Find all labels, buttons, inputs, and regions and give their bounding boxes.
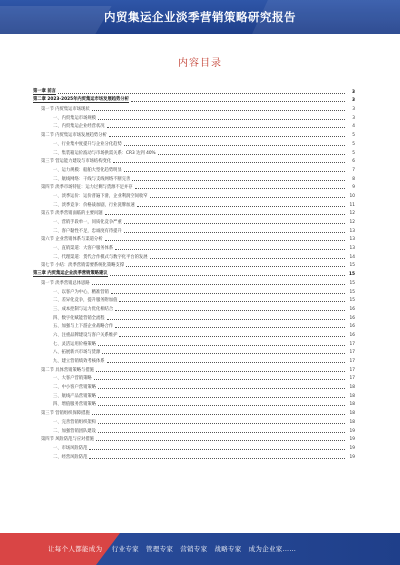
- toc-entry-page: 16: [349, 332, 355, 338]
- toc-entry[interactable]: [33, 268, 355, 277]
- toc-entry-label: 二、航线网络：干线与支线网络不断完善: [53, 176, 131, 182]
- toc-entry-label: 六、注重品牌建设与客户关系维护: [53, 332, 118, 338]
- dot-leader: [119, 335, 345, 337]
- toc-entry[interactable]: [33, 303, 355, 312]
- toc-entry-label: 第二节 具体营销策略与措施: [41, 367, 94, 373]
- footer-role: 战略专家: [214, 545, 242, 553]
- toc-entry[interactable]: [33, 373, 355, 382]
- toc-entry-page: 19: [349, 454, 355, 460]
- toc-entry-label: 一、市场风险防范: [53, 445, 88, 451]
- dot-leader: [115, 326, 345, 328]
- toc-entry-page: 15: [349, 272, 355, 278]
- dot-leader: [92, 109, 345, 111]
- toc-entry-label: 二、经营风险防范: [53, 454, 88, 460]
- toc-entry[interactable]: [33, 103, 355, 112]
- toc-entry[interactable]: [33, 347, 355, 356]
- toc-entry-page: 5: [352, 141, 355, 147]
- toc-entry-label: 二、代理渠道：货代合作模式与数字化平台的发展: [53, 254, 148, 260]
- toc-entry[interactable]: [33, 295, 355, 304]
- toc-entry-label: 二、加强营销团队建设: [53, 428, 96, 434]
- footer-slogan: [48, 544, 296, 553]
- toc-entry-label: 第一节 淡季营销总体思路: [41, 280, 90, 286]
- toc-entry-page: 17: [349, 350, 355, 356]
- dot-leader: [126, 265, 345, 267]
- toc-entry-label: 一、内贸集运市场规模: [53, 115, 96, 121]
- toc-entry-label: 九、建立营销绩效考核体系: [53, 359, 105, 364]
- toc-entry-page: 11: [349, 202, 355, 208]
- toc-entry-label: 二、中小客户营销策略: [53, 385, 96, 391]
- toc-entry-page: 17: [349, 376, 355, 382]
- toc-entry-page: 17: [349, 367, 355, 373]
- toc-entry[interactable]: [33, 399, 355, 408]
- footer-role: 营销专家: [180, 545, 208, 553]
- dot-leader: [150, 257, 345, 259]
- dot-leader: [137, 205, 345, 207]
- toc-entry[interactable]: [33, 416, 355, 425]
- toc-entry[interactable]: [33, 434, 355, 443]
- dot-leader: [92, 283, 345, 285]
- toc-entry[interactable]: [33, 338, 355, 347]
- toc-entry-label: 一、淡季运价：运价普遍下滑，企业利润空间收窄: [53, 193, 148, 199]
- toc-entry-page: 3: [352, 98, 355, 104]
- toc-entry-label: 一、完善营销组织架构: [53, 419, 96, 425]
- dot-leader: [115, 248, 345, 250]
- dot-leader: [109, 135, 345, 137]
- toc-entry-label: 五、加强与上下游企业战略合作: [53, 324, 114, 330]
- toc-entry[interactable]: [33, 277, 355, 286]
- dot-leader: [150, 196, 345, 198]
- toc-entry-label: 二、差异化竞争，提升服务附加值: [53, 298, 118, 304]
- toc-entry-page: 13: [349, 237, 355, 243]
- toc-entry[interactable]: [33, 286, 355, 295]
- toc-entry[interactable]: [33, 260, 355, 269]
- dot-leader: [98, 422, 345, 424]
- toc-entry-page: 12: [349, 211, 355, 217]
- report-title: 内贸集运企业淡季营销策略研究报告: [104, 10, 296, 24]
- toc-entry[interactable]: [33, 138, 355, 147]
- toc-entry[interactable]: [33, 355, 355, 364]
- footer-banner: [0, 533, 400, 565]
- toc-entry-label: 第三节 营运能力建设与市场结构变化: [41, 159, 112, 165]
- dot-leader: [131, 100, 345, 102]
- toc-entry-page: 4: [352, 124, 355, 130]
- dot-leader: [135, 187, 345, 189]
- toc-entry-page: 16: [349, 306, 355, 312]
- toc-entry-label: 三、成本控制与运力优化相结合: [53, 306, 114, 312]
- toc-entry-label: 一、大客户营销策略: [53, 376, 92, 382]
- toc-entry[interactable]: [33, 225, 355, 234]
- dot-leader: [58, 92, 345, 94]
- toc-entry-page: 16: [349, 324, 355, 330]
- toc-entry[interactable]: [33, 364, 355, 373]
- dot-leader: [124, 144, 345, 146]
- toc-entry-label: 第四节 淡季市场特征：运力过剩与货源不足并存: [41, 185, 133, 191]
- toc-entry[interactable]: [33, 425, 355, 434]
- toc-entry-page: 18: [349, 385, 355, 391]
- toc-entry[interactable]: [33, 112, 355, 121]
- toc-entry-page: 15: [349, 289, 355, 295]
- toc-entry[interactable]: [33, 390, 355, 399]
- dot-leader: [107, 318, 345, 320]
- toc-entry-page: 18: [349, 402, 355, 408]
- dot-leader: [124, 222, 345, 224]
- toc-entry-page: 9: [352, 185, 355, 191]
- toc-entry[interactable]: [33, 251, 355, 260]
- dot-leader: [98, 387, 345, 389]
- toc-entry-label: 一、运力规模：船舶大型化趋势明显: [53, 167, 122, 173]
- toc-entry-page: 7: [352, 167, 355, 173]
- toc-entry-label: 四、增值服务营销策略: [53, 402, 96, 408]
- dot-leader: [102, 352, 345, 354]
- toc-entry-label: 第一章 前言: [33, 88, 56, 94]
- dot-leader: [98, 396, 345, 398]
- toc-entry-label: 第七节 小结：淡季营销需要系统化策略支撑: [41, 263, 125, 269]
- toc-entry-page: 5: [352, 150, 355, 156]
- toc-entry[interactable]: [33, 208, 355, 217]
- toc-entry-label: 八、拓展新兴市场与货源: [53, 350, 101, 356]
- footer-role: 行业专家: [111, 545, 139, 553]
- dot-leader: [158, 153, 345, 155]
- toc-entry[interactable]: [33, 381, 355, 390]
- dot-leader: [98, 404, 345, 406]
- toc-title: 内容目录: [178, 58, 222, 69]
- dot-leader: [96, 439, 345, 441]
- toc-entry[interactable]: [33, 312, 355, 321]
- toc-entry-page: 3: [352, 89, 355, 95]
- toc-entry-page: 13: [349, 228, 355, 234]
- dot-leader: [111, 292, 345, 294]
- toc-entry[interactable]: [33, 86, 355, 95]
- toc-entry-label: 第二章 2023-2025年内贸集运市场发展趋势分析: [33, 97, 129, 103]
- toc-entry-page: 16: [349, 315, 355, 321]
- toc-entry[interactable]: [33, 95, 355, 104]
- toc-entry-label: 三、航线产品营销策略: [53, 393, 96, 399]
- toc-entry[interactable]: [33, 129, 355, 138]
- toc-entry-page: 5: [352, 133, 355, 139]
- toc-entry-page: 3: [352, 115, 355, 121]
- table-of-contents: [33, 86, 355, 460]
- toc-entry-label: 第一节 内贸集运市场现状: [41, 107, 90, 113]
- toc-entry-page: 17: [349, 341, 355, 347]
- toc-entry-page: 19: [349, 428, 355, 434]
- toc-entry-page: 19: [349, 445, 355, 451]
- toc-entry-label: 第三节 营销组织保障措施: [41, 411, 90, 417]
- toc-entry-page: 8: [352, 176, 355, 182]
- toc-entry-label: 第五节 淡季营销面临的主要问题: [41, 211, 103, 217]
- dot-leader: [92, 413, 345, 415]
- toc-entry-label: 一、以客户为中心，精准营销: [53, 289, 109, 295]
- toc-entry-label: 二、客户黏性不足，忠诚度有待提升: [53, 228, 122, 234]
- toc-entry-page: 18: [349, 411, 355, 417]
- toc-entry-label: 第四节 风险防范与应对措施: [41, 437, 94, 443]
- dot-leader: [132, 179, 345, 181]
- toc-entry-page: 14: [349, 254, 355, 260]
- footer-role: 管理专家: [145, 545, 174, 553]
- toc-entry-page: 3: [352, 107, 355, 113]
- toc-entry[interactable]: [33, 173, 355, 182]
- dot-leader: [94, 378, 345, 380]
- toc-entry-label: 二、集装箱运价波动与市场供需关系：CR3 达到 40%: [53, 150, 156, 156]
- toc-entry-page: 6: [352, 159, 355, 165]
- toc-entry-page: 12: [349, 220, 355, 225]
- toc-entry[interactable]: [33, 190, 355, 199]
- toc-entry-label: 七、灵活运用价格策略: [53, 341, 96, 347]
- toc-entry-label: 第六节 企业营销体系与渠道分析: [41, 237, 103, 243]
- toc-entry-label: 第三章 内贸集运企业淡季营销策略建议: [33, 271, 108, 277]
- toc-entry-label: 第二节 内贸集运市场发展趋势分析: [41, 133, 107, 139]
- toc-entry-label: 一、营销手段单一，同质化竞争严重: [53, 220, 122, 225]
- dot-leader: [96, 370, 345, 372]
- dot-leader: [105, 213, 345, 215]
- toc-entry-page: 15: [349, 280, 355, 286]
- toc-entry[interactable]: [33, 182, 355, 191]
- toc-entry-label: 二、内贸集运企业经营状况: [53, 124, 105, 130]
- dot-leader: [124, 170, 345, 172]
- toc-entry-page: 18: [349, 419, 355, 425]
- dot-leader: [119, 300, 345, 302]
- dot-leader: [107, 361, 345, 363]
- toc-entry-page: 15: [349, 298, 355, 304]
- toc-entry-label: 一、直销渠道：大客户服务体系: [53, 246, 114, 252]
- toc-entry[interactable]: [33, 329, 355, 338]
- toc-entry-page: 19: [349, 437, 355, 443]
- dot-leader: [115, 309, 345, 311]
- toc-entry[interactable]: [33, 199, 355, 208]
- toc-entry-label: 四、数字化赋能营销全流程: [53, 315, 105, 321]
- toc-entry[interactable]: [33, 164, 355, 173]
- toc-entry-page: 13: [349, 246, 355, 252]
- toc-entry-page: 18: [349, 393, 355, 399]
- toc-entry[interactable]: [33, 121, 355, 130]
- toc-entry[interactable]: [33, 407, 355, 416]
- dot-leader: [113, 161, 345, 163]
- toc-entry[interactable]: [33, 442, 355, 451]
- toc-entry[interactable]: [33, 156, 355, 165]
- dot-leader: [98, 118, 345, 120]
- dot-leader: [105, 239, 345, 241]
- dot-leader: [89, 448, 345, 450]
- toc-entry-label: 一、行业集中度提升与企业分化趋势: [53, 141, 122, 147]
- dot-leader: [89, 457, 345, 459]
- dot-leader: [107, 126, 345, 128]
- footer-role: 成为企业家……: [248, 545, 297, 553]
- toc-entry-page: 15: [349, 263, 355, 269]
- dot-leader: [124, 231, 345, 233]
- dot-leader: [98, 431, 345, 433]
- report-header: [0, 0, 400, 34]
- toc-entry[interactable]: [33, 234, 355, 243]
- toc-entry[interactable]: [33, 216, 355, 225]
- toc-entry-label: 二、淡季竞争：价格战加剧，行业洗牌加速: [53, 202, 135, 208]
- toc-entry-page: 17: [349, 359, 355, 364]
- toc-entry[interactable]: [33, 147, 355, 156]
- toc-entry-page: 10: [349, 193, 355, 199]
- toc-entry[interactable]: [33, 242, 355, 251]
- dot-leader: [98, 344, 345, 346]
- toc-entry[interactable]: [33, 321, 355, 330]
- footer-slogan-lead: 让每个人都能成为: [48, 545, 103, 553]
- dot-leader: [110, 274, 345, 276]
- toc-entry[interactable]: [33, 451, 355, 460]
